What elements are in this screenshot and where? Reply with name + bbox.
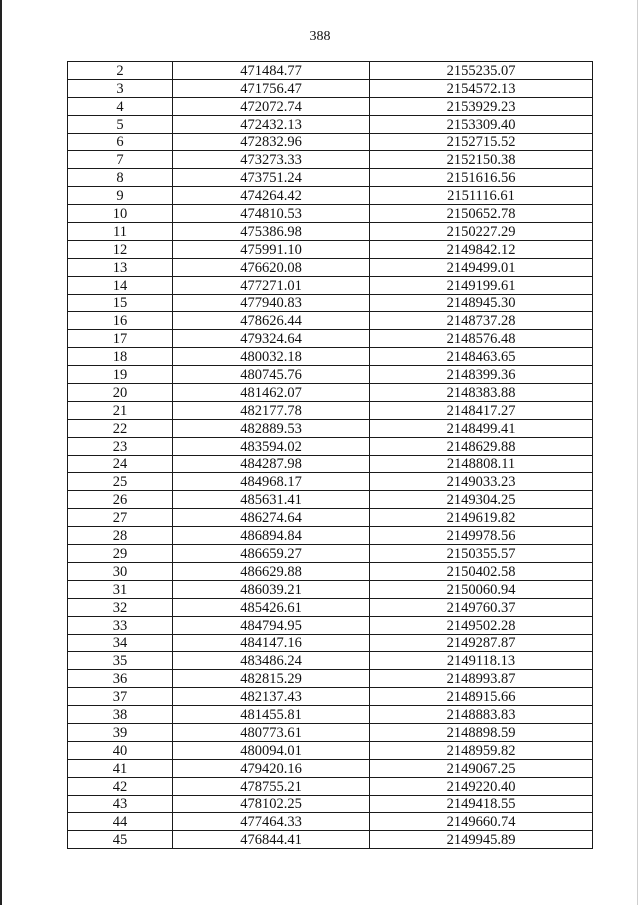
point-number-cell: 26 bbox=[68, 491, 173, 509]
y-coordinate-cell: 2149660.74 bbox=[370, 813, 593, 831]
coordinates-table-body bbox=[68, 62, 593, 849]
table-row bbox=[68, 509, 593, 527]
table-row bbox=[68, 795, 593, 813]
table-row bbox=[68, 62, 593, 80]
x-coordinate-cell: 485426.61 bbox=[173, 598, 370, 616]
table-row bbox=[68, 187, 593, 205]
y-coordinate-cell: 2150652.78 bbox=[370, 205, 593, 223]
x-coordinate-cell: 486274.64 bbox=[173, 509, 370, 527]
x-coordinate-cell: 471484.77 bbox=[173, 62, 370, 80]
x-coordinate-cell: 484287.98 bbox=[173, 455, 370, 473]
y-coordinate-cell: 2148898.59 bbox=[370, 723, 593, 741]
y-coordinate-cell: 2148383.88 bbox=[370, 384, 593, 402]
table-row bbox=[68, 831, 593, 849]
x-coordinate-cell: 477464.33 bbox=[173, 813, 370, 831]
x-coordinate-cell: 478755.21 bbox=[173, 777, 370, 795]
point-number-cell: 4 bbox=[68, 97, 173, 115]
y-coordinate-cell: 2149287.87 bbox=[370, 634, 593, 652]
point-number-cell: 16 bbox=[68, 312, 173, 330]
y-coordinate-cell: 2148945.30 bbox=[370, 294, 593, 312]
table-row bbox=[68, 133, 593, 151]
table-row bbox=[68, 205, 593, 223]
point-number-cell: 23 bbox=[68, 437, 173, 455]
table-row bbox=[68, 473, 593, 491]
x-coordinate-cell: 471756.47 bbox=[173, 79, 370, 97]
table-row bbox=[68, 312, 593, 330]
table-row bbox=[68, 706, 593, 724]
table-row bbox=[68, 79, 593, 97]
point-number-cell: 9 bbox=[68, 187, 173, 205]
point-number-cell: 38 bbox=[68, 706, 173, 724]
table-row bbox=[68, 151, 593, 169]
table-row bbox=[68, 97, 593, 115]
x-coordinate-cell: 486659.27 bbox=[173, 545, 370, 563]
table-row bbox=[68, 419, 593, 437]
table-row bbox=[68, 527, 593, 545]
x-coordinate-cell: 486039.21 bbox=[173, 580, 370, 598]
y-coordinate-cell: 2149978.56 bbox=[370, 527, 593, 545]
table-row bbox=[68, 616, 593, 634]
table-row bbox=[68, 294, 593, 312]
y-coordinate-cell: 2155235.07 bbox=[370, 62, 593, 80]
scan-edge-right bbox=[637, 0, 638, 905]
y-coordinate-cell: 2148915.66 bbox=[370, 688, 593, 706]
point-number-cell: 18 bbox=[68, 348, 173, 366]
y-coordinate-cell: 2149619.82 bbox=[370, 509, 593, 527]
table-row bbox=[68, 384, 593, 402]
y-coordinate-cell: 2148463.65 bbox=[370, 348, 593, 366]
x-coordinate-cell: 472432.13 bbox=[173, 115, 370, 133]
y-coordinate-cell: 2149199.61 bbox=[370, 276, 593, 294]
x-coordinate-cell: 483594.02 bbox=[173, 437, 370, 455]
y-coordinate-cell: 2148883.83 bbox=[370, 706, 593, 724]
table-row bbox=[68, 545, 593, 563]
point-number-cell: 42 bbox=[68, 777, 173, 795]
point-number-cell: 36 bbox=[68, 670, 173, 688]
point-number-cell: 28 bbox=[68, 527, 173, 545]
y-coordinate-cell: 2148399.36 bbox=[370, 366, 593, 384]
x-coordinate-cell: 474810.53 bbox=[173, 205, 370, 223]
point-number-cell: 29 bbox=[68, 545, 173, 563]
page-number: 388 bbox=[309, 29, 331, 44]
point-number-cell: 7 bbox=[68, 151, 173, 169]
x-coordinate-cell: 484147.16 bbox=[173, 634, 370, 652]
y-coordinate-cell: 2153309.40 bbox=[370, 115, 593, 133]
table-row bbox=[68, 169, 593, 187]
table-row bbox=[68, 491, 593, 509]
y-coordinate-cell: 2148576.48 bbox=[370, 330, 593, 348]
y-coordinate-cell: 2149220.40 bbox=[370, 777, 593, 795]
table-row bbox=[68, 723, 593, 741]
x-coordinate-cell: 481462.07 bbox=[173, 384, 370, 402]
y-coordinate-cell: 2154572.13 bbox=[370, 79, 593, 97]
point-number-cell: 44 bbox=[68, 813, 173, 831]
x-coordinate-cell: 472072.74 bbox=[173, 97, 370, 115]
point-number-cell: 33 bbox=[68, 616, 173, 634]
x-coordinate-cell: 476620.08 bbox=[173, 258, 370, 276]
x-coordinate-cell: 482815.29 bbox=[173, 670, 370, 688]
x-coordinate-cell: 479420.16 bbox=[173, 759, 370, 777]
x-coordinate-cell: 484794.95 bbox=[173, 616, 370, 634]
y-coordinate-cell: 2149067.25 bbox=[370, 759, 593, 777]
point-number-cell: 45 bbox=[68, 831, 173, 849]
x-coordinate-cell: 482137.43 bbox=[173, 688, 370, 706]
table-row bbox=[68, 777, 593, 795]
y-coordinate-cell: 2148959.82 bbox=[370, 741, 593, 759]
x-coordinate-cell: 486894.84 bbox=[173, 527, 370, 545]
table-row bbox=[68, 115, 593, 133]
point-number-cell: 30 bbox=[68, 562, 173, 580]
x-coordinate-cell: 480032.18 bbox=[173, 348, 370, 366]
table-row bbox=[68, 688, 593, 706]
point-number-cell: 22 bbox=[68, 419, 173, 437]
y-coordinate-cell: 2148417.27 bbox=[370, 401, 593, 419]
y-coordinate-cell: 2149033.23 bbox=[370, 473, 593, 491]
table-row bbox=[68, 741, 593, 759]
x-coordinate-cell: 483486.24 bbox=[173, 652, 370, 670]
point-number-cell: 43 bbox=[68, 795, 173, 813]
point-number-cell: 34 bbox=[68, 634, 173, 652]
table-row bbox=[68, 813, 593, 831]
point-number-cell: 13 bbox=[68, 258, 173, 276]
x-coordinate-cell: 478626.44 bbox=[173, 312, 370, 330]
point-number-cell: 11 bbox=[68, 223, 173, 241]
table-row bbox=[68, 634, 593, 652]
x-coordinate-cell: 477271.01 bbox=[173, 276, 370, 294]
x-coordinate-cell: 475991.10 bbox=[173, 240, 370, 258]
x-coordinate-cell: 481455.81 bbox=[173, 706, 370, 724]
point-number-cell: 40 bbox=[68, 741, 173, 759]
table-row bbox=[68, 652, 593, 670]
y-coordinate-cell: 2150060.94 bbox=[370, 580, 593, 598]
point-number-cell: 12 bbox=[68, 240, 173, 258]
y-coordinate-cell: 2149945.89 bbox=[370, 831, 593, 849]
table-row bbox=[68, 401, 593, 419]
y-coordinate-cell: 2149499.01 bbox=[370, 258, 593, 276]
x-coordinate-cell: 478102.25 bbox=[173, 795, 370, 813]
table-row bbox=[68, 223, 593, 241]
table-row bbox=[68, 276, 593, 294]
x-coordinate-cell: 482889.53 bbox=[173, 419, 370, 437]
point-number-cell: 6 bbox=[68, 133, 173, 151]
point-number-cell: 27 bbox=[68, 509, 173, 527]
point-number-cell: 2 bbox=[68, 62, 173, 80]
coordinates-table bbox=[67, 61, 593, 849]
y-coordinate-cell: 2148499.41 bbox=[370, 419, 593, 437]
x-coordinate-cell: 476844.41 bbox=[173, 831, 370, 849]
x-coordinate-cell: 473273.33 bbox=[173, 151, 370, 169]
y-coordinate-cell: 2150402.58 bbox=[370, 562, 593, 580]
x-coordinate-cell: 482177.78 bbox=[173, 401, 370, 419]
x-coordinate-cell: 480745.76 bbox=[173, 366, 370, 384]
y-coordinate-cell: 2148808.11 bbox=[370, 455, 593, 473]
point-number-cell: 14 bbox=[68, 276, 173, 294]
y-coordinate-cell: 2152150.38 bbox=[370, 151, 593, 169]
x-coordinate-cell: 486629.88 bbox=[173, 562, 370, 580]
table-row bbox=[68, 580, 593, 598]
point-number-cell: 24 bbox=[68, 455, 173, 473]
point-number-cell: 10 bbox=[68, 205, 173, 223]
point-number-cell: 32 bbox=[68, 598, 173, 616]
table-row bbox=[68, 759, 593, 777]
y-coordinate-cell: 2150355.57 bbox=[370, 545, 593, 563]
y-coordinate-cell: 2149418.55 bbox=[370, 795, 593, 813]
y-coordinate-cell: 2152715.52 bbox=[370, 133, 593, 151]
point-number-cell: 39 bbox=[68, 723, 173, 741]
point-number-cell: 31 bbox=[68, 580, 173, 598]
point-number-cell: 35 bbox=[68, 652, 173, 670]
table-row bbox=[68, 562, 593, 580]
x-coordinate-cell: 474264.42 bbox=[173, 187, 370, 205]
x-coordinate-cell: 485631.41 bbox=[173, 491, 370, 509]
y-coordinate-cell: 2149760.37 bbox=[370, 598, 593, 616]
x-coordinate-cell: 477940.83 bbox=[173, 294, 370, 312]
table-row bbox=[68, 330, 593, 348]
table-row bbox=[68, 670, 593, 688]
y-coordinate-cell: 2148993.87 bbox=[370, 670, 593, 688]
point-number-cell: 20 bbox=[68, 384, 173, 402]
y-coordinate-cell: 2151116.61 bbox=[370, 187, 593, 205]
x-coordinate-cell: 475386.98 bbox=[173, 223, 370, 241]
table-row bbox=[68, 437, 593, 455]
point-number-cell: 3 bbox=[68, 79, 173, 97]
table-row bbox=[68, 258, 593, 276]
y-coordinate-cell: 2149304.25 bbox=[370, 491, 593, 509]
point-number-cell: 17 bbox=[68, 330, 173, 348]
x-coordinate-cell: 472832.96 bbox=[173, 133, 370, 151]
point-number-cell: 15 bbox=[68, 294, 173, 312]
y-coordinate-cell: 2148629.88 bbox=[370, 437, 593, 455]
y-coordinate-cell: 2151616.56 bbox=[370, 169, 593, 187]
y-coordinate-cell: 2149842.12 bbox=[370, 240, 593, 258]
y-coordinate-cell: 2150227.29 bbox=[370, 223, 593, 241]
point-number-cell: 25 bbox=[68, 473, 173, 491]
x-coordinate-cell: 479324.64 bbox=[173, 330, 370, 348]
y-coordinate-cell: 2148737.28 bbox=[370, 312, 593, 330]
table-row bbox=[68, 455, 593, 473]
point-number-cell: 5 bbox=[68, 115, 173, 133]
x-coordinate-cell: 484968.17 bbox=[173, 473, 370, 491]
table-row bbox=[68, 598, 593, 616]
x-coordinate-cell: 480094.01 bbox=[173, 741, 370, 759]
x-coordinate-cell: 480773.61 bbox=[173, 723, 370, 741]
y-coordinate-cell: 2149502.28 bbox=[370, 616, 593, 634]
scan-edge-left bbox=[0, 0, 2, 905]
y-coordinate-cell: 2149118.13 bbox=[370, 652, 593, 670]
table-row bbox=[68, 366, 593, 384]
point-number-cell: 37 bbox=[68, 688, 173, 706]
x-coordinate-cell: 473751.24 bbox=[173, 169, 370, 187]
table-row bbox=[68, 240, 593, 258]
table-row bbox=[68, 348, 593, 366]
y-coordinate-cell: 2153929.23 bbox=[370, 97, 593, 115]
point-number-cell: 41 bbox=[68, 759, 173, 777]
point-number-cell: 21 bbox=[68, 401, 173, 419]
point-number-cell: 19 bbox=[68, 366, 173, 384]
point-number-cell: 8 bbox=[68, 169, 173, 187]
table-border-tail bbox=[67, 845, 68, 849]
